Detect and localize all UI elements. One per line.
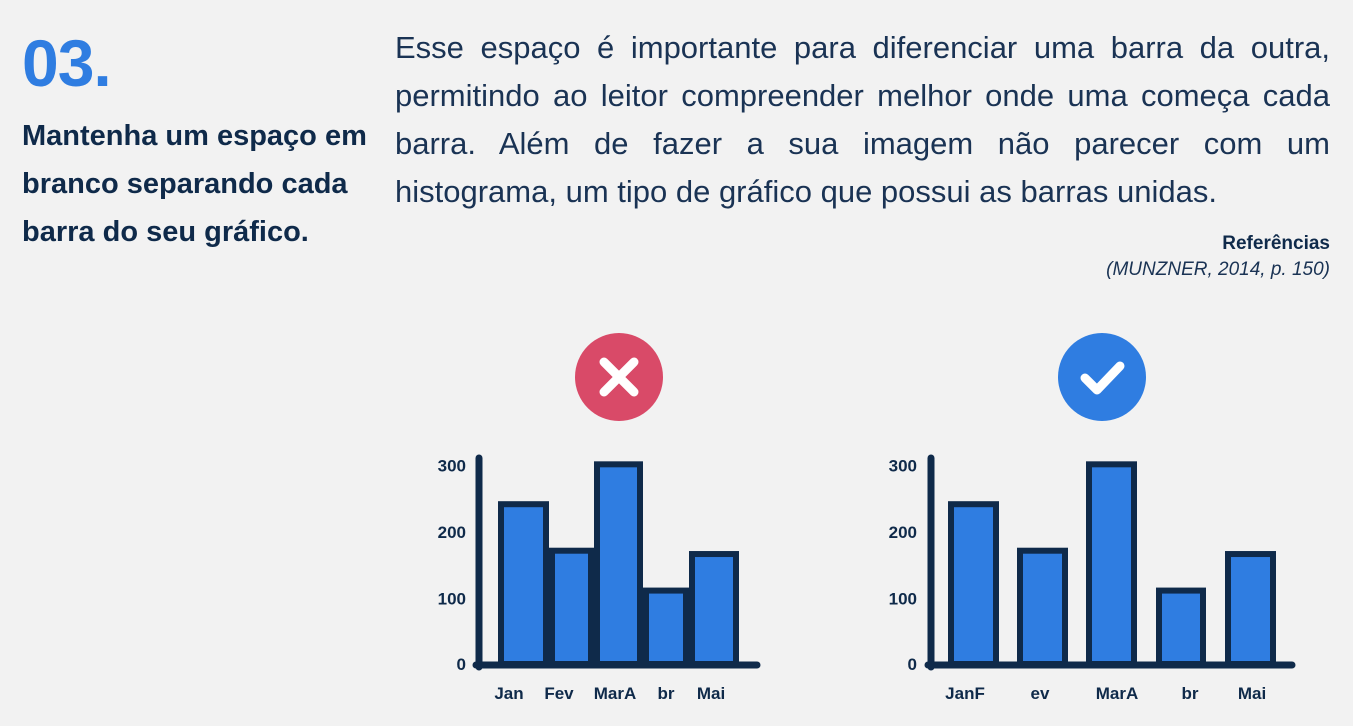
wrong-example-bar-mai: [692, 554, 736, 664]
right-example-bar-ev: [1020, 551, 1065, 664]
right-example-bar-janf: [951, 504, 996, 664]
references-title: Referências: [1222, 233, 1330, 254]
wrong-example-bar-fev: [552, 551, 591, 664]
wrong-example-x-tick-label: Fev: [544, 684, 574, 703]
right-example-y-tick-label: 300: [888, 456, 917, 476]
wrong-example-x-tick-label: Mai: [696, 684, 726, 703]
wrong-example-x-tick-label: br: [657, 684, 675, 703]
right-example-x-tick-label: MarA: [1095, 684, 1139, 703]
wrong-example-y-tick-label: 200: [437, 523, 466, 543]
wrong-example-y-tick-label: 0: [456, 655, 466, 674]
right-example-y-tick-label: 100: [888, 589, 917, 609]
wrong-example-x-tick-label: Jan: [494, 684, 524, 703]
wrong-example-bar-br: [646, 591, 686, 664]
right-example-x-tick-label: ev: [1030, 684, 1050, 703]
right-example-y-tick-label: 0: [907, 655, 917, 674]
section-body-text: Esse espaço é importante para diferenciar uma barra da outra, permitindo ao leitor compreender melhor onde uma começa cada barra. Além de fazer a sua imagem não parecer com um histograma, um tipo de gráfico que possui as barras unidas.: [395, 30, 1330, 209]
right-example-x-tick-label: Mai: [1237, 684, 1267, 703]
references-citation: (MUNZNER, 2014, p. 150): [1106, 259, 1330, 280]
wrong-example-bar-jan: [501, 504, 546, 664]
right-example-x-tick-label: br: [1181, 684, 1199, 703]
right-example-bar-mai: [1228, 554, 1273, 664]
wrong-example-y-tick-label: 300: [437, 456, 466, 476]
wrong-example-bar-mara: [597, 464, 640, 664]
right-example-bar-br: [1159, 591, 1203, 664]
right-example-y-tick-label: 200: [888, 523, 917, 543]
right-example-x-tick-label: JanF: [945, 684, 985, 703]
section-number: 03.: [22, 26, 111, 100]
right-example-bar-mara: [1089, 464, 1134, 664]
wrong-example-y-tick-label: 100: [437, 589, 466, 609]
section-headline: Mantenha um espaço em branco separando cada barra do seu gráfico.: [22, 120, 367, 248]
wrong-example-x-tick-label: MarA: [593, 684, 637, 703]
